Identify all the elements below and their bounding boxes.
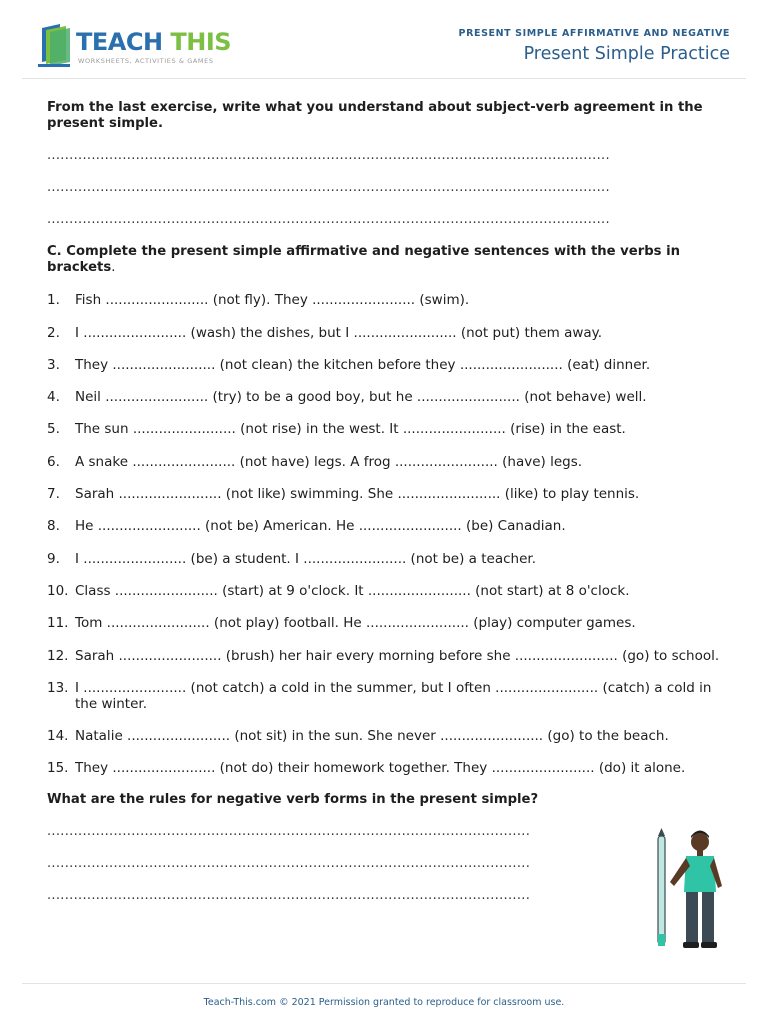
item-number: 5. xyxy=(47,421,60,438)
item-number: 1. xyxy=(47,292,60,309)
item-number: 13. xyxy=(47,679,69,696)
copyright-notice: Teach-This.com © 2021 Permission granted to reproduce for classroom use. xyxy=(203,997,565,1008)
item-sentence: Fish ........................ (not fly). They ........................ (swim). xyxy=(75,292,470,309)
item-number: 7. xyxy=(47,486,60,503)
item-sentence: I ........................ (wash) the dishes, but I ........................ (not put) them away. xyxy=(75,324,603,341)
item-sentence: I ........................ (not catch) a cold in the summer, but I often ........................ (catch) a cold in the winter. xyxy=(75,679,712,712)
item-sentence: Natalie ........................ (not sit) in the sun. She never ........................ (go) to the beach. xyxy=(75,728,669,745)
item-number: 10. xyxy=(47,582,69,599)
item-number: 3. xyxy=(47,356,60,373)
exercise-item xyxy=(47,648,723,664)
item-number: 8. xyxy=(47,518,60,535)
answer-line: ............................................................................................................................... xyxy=(47,212,610,227)
section-c-heading: C. Complete the present simple affirmative and negative sentences with the verbs in brackets. xyxy=(47,244,681,275)
exercise-item xyxy=(47,518,723,534)
item-number: 14. xyxy=(47,728,69,745)
student-with-pencil-illustration xyxy=(640,826,740,962)
item-sentence: A snake ........................ (not have) legs. A frog ........................ (have) legs. xyxy=(75,453,583,470)
item-number: 6. xyxy=(47,453,60,470)
item-number: 9. xyxy=(47,550,60,567)
exercise-item xyxy=(47,292,723,308)
answer-line: ............................................................................................................................... xyxy=(47,148,610,163)
item-sentence: I ........................ (be) a student. I ........................ (not be) a teacher. xyxy=(75,550,536,567)
item-number: 2. xyxy=(47,324,60,341)
item-sentence: The sun ........................ (not rise) in the west. It ........................ (rise) in the east. xyxy=(75,421,626,438)
item-number: 4. xyxy=(47,389,60,406)
item-number: 12. xyxy=(47,647,69,664)
page-header xyxy=(22,0,746,79)
exercise-item xyxy=(47,486,723,502)
exercise-item xyxy=(47,357,723,373)
item-sentence: Sarah ........................ (brush) her hair every morning before she ........................ (go) to school. xyxy=(75,647,720,664)
exercise-item xyxy=(47,389,723,405)
exercise-item xyxy=(47,454,723,470)
answer-line: ............................................................................................................................... xyxy=(47,180,610,195)
answer-line: ............................................................................................................. xyxy=(47,856,531,872)
exercise-item xyxy=(47,680,723,712)
logo-wordmark: TEACH THIS xyxy=(76,28,232,56)
worksheet-title: Present Simple Practice xyxy=(523,44,730,64)
item-sentence: They ........................ (not do) their homework together. They ........................ (do) it alone. xyxy=(75,760,686,777)
item-sentence: Tom ........................ (not play) football. He ........................ (play) computer games. xyxy=(75,615,636,632)
agreement-question: From the last exercise, write what you understand about subject-verb agreement in the present simple. xyxy=(47,100,703,131)
exercise-item xyxy=(47,728,723,744)
exercise-list xyxy=(47,292,723,776)
page-footer xyxy=(22,983,746,1024)
answer-line: ............................................................................................................. xyxy=(47,824,531,840)
negative-rules-question: What are the rules for negative verb forms in the present simple? xyxy=(47,792,539,808)
exercise-item xyxy=(47,325,723,341)
teach-this-logo xyxy=(36,22,236,70)
exercise-item xyxy=(47,551,723,567)
item-sentence: Class ........................ (start) at 9 o'clock. It ........................ (not start) at 8 o'clock. xyxy=(75,582,630,599)
exercise-item xyxy=(47,583,723,599)
answer-line: ............................................................................................................. xyxy=(47,888,531,904)
exercise-item xyxy=(47,421,723,437)
exercise-item xyxy=(47,760,723,776)
item-number: 15. xyxy=(47,760,69,777)
worksheet-body xyxy=(47,100,723,904)
book-logo-icon xyxy=(36,24,72,68)
item-sentence: Neil ........................ (try) to be a good boy, but he ........................ (not behave) well. xyxy=(75,389,647,406)
worksheet-topic: PRESENT SIMPLE AFFIRMATIVE AND NEGATIVE xyxy=(458,28,730,39)
item-number: 11. xyxy=(47,615,69,632)
item-sentence: They ........................ (not clean) the kitchen before they ........................ (eat) dinner. xyxy=(75,356,651,373)
item-sentence: He ........................ (not be) American. He ........................ (be) Canadian. xyxy=(75,518,566,535)
item-sentence: Sarah ........................ (not like) swimming. She ........................ (like) to play tennis. xyxy=(75,486,640,503)
logo-tagline: WORKSHEETS, ACTIVITIES & GAMES xyxy=(78,57,214,65)
exercise-item xyxy=(47,615,723,631)
